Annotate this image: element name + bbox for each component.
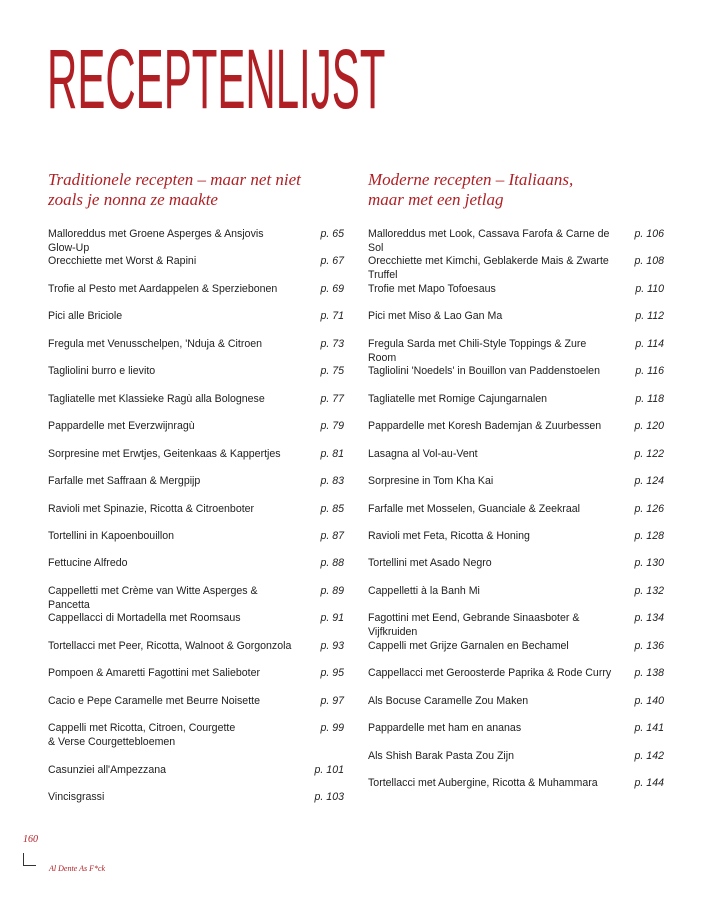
recipe-name: Fregula Sarda met Chili-Style Toppings & Zure Room (368, 337, 587, 364)
recipe-page-number: p. 69 (320, 282, 344, 295)
recipe-entry (368, 419, 664, 433)
corner-mark (23, 853, 36, 866)
recipe-entry (48, 584, 344, 612)
recipe-name: Fagottini met Eend, Gebrande Sinaasboter & Vijfkruiden (368, 612, 580, 639)
recipe-name: Cappelli met Grijze Garnalen en Bechamel (368, 639, 569, 652)
recipe-name: Trofie al Pesto met Aardappelen & Sperziebonen (48, 282, 278, 295)
recipe-page-number: p. 110 (635, 282, 664, 295)
recipe-page-number: p. 130 (634, 557, 664, 570)
recipe-page-number: p. 97 (320, 694, 344, 707)
recipe-page-number: p. 136 (634, 639, 664, 652)
heading-line-2: maar met een jetlag (368, 190, 504, 209)
recipe-name: Fregula met Venusschelpen, 'Nduja & Citroen (48, 337, 263, 350)
recipe-name: Casunziei all'Ampezzana (48, 763, 167, 776)
recipe-page-number: p. 108 (634, 255, 664, 268)
recipe-name: Cacio e Pepe Caramelle met Beurre Noisette (48, 694, 260, 707)
recipe-name: Malloreddus met Groene Asperges & Ansjovis Glow-Up (48, 228, 264, 254)
recipe-name: Als Bocuse Caramelle Zou Maken (368, 694, 529, 707)
recipe-entry (48, 790, 344, 804)
recipe-name: Tagliolini 'Noedels' in Bouillon van Paddenstoelen (368, 365, 600, 378)
recipe-name: Tortellini in Kapoenbouillon (48, 529, 175, 542)
recipe-entry (368, 447, 664, 461)
recipe-page-number: p. 132 (634, 584, 664, 597)
recipe-entry (48, 447, 344, 461)
recipe-name: Vincisgrassi (48, 791, 105, 803)
page-number: 160 (23, 834, 38, 845)
recipe-name: Fettucine Alfredo (48, 557, 128, 570)
recipe-page-number: p. 122 (634, 447, 664, 460)
recipe-page-number: p. 65 (320, 228, 344, 240)
recipe-entry (368, 364, 664, 378)
recipe-entry (368, 502, 664, 516)
recipe-page-number: p. 99 (320, 722, 344, 735)
recipe-name: Pici met Miso & Lao Gan Ma (368, 310, 503, 323)
recipe-page-number: p. 93 (320, 639, 344, 652)
recipe-page-number: p. 85 (320, 502, 344, 515)
recipe-page-number: p. 140 (634, 694, 664, 707)
recipe-name: Orecchiette met Kimchi, Geblakerde Mais & Zwarte Truffel (368, 255, 609, 282)
recipe-name: Als Shish Barak Pasta Zou Zijn (368, 749, 515, 762)
recipe-name: Pappardelle met Koresh Bademjan & Zuurbessen (368, 420, 602, 433)
recipe-name: Pici alle Briciole (48, 310, 123, 323)
recipe-name: Tortellacci met Peer, Ricotta, Walnoot & Gorgonzola (48, 639, 292, 652)
recipe-name: Tagliolini burro e lievito (48, 365, 156, 378)
book-title-footer: Al Dente As F*ck (49, 864, 106, 873)
recipe-name: Farfalle met Mosselen, Guanciale & Zeekraal (368, 502, 580, 515)
recipe-page-number: p. 106 (634, 228, 664, 240)
recipe-entry (48, 419, 344, 433)
recipe-entry (48, 763, 344, 777)
recipe-page-number: p. 134 (634, 612, 664, 625)
recipe-name: Sorpresine in Tom Kha Kai (368, 475, 494, 487)
recipe-name-continued: & Verse Courgettebloemen (48, 736, 176, 749)
heading-line-2: zoals je nonna ze maakte (48, 190, 218, 209)
recipe-page-number: p. 116 (635, 365, 664, 378)
recipe-name: Ravioli met Feta, Ricotta & Honing (368, 529, 530, 542)
recipe-page-number: p. 118 (635, 392, 664, 405)
recipe-entry (368, 282, 664, 296)
recipe-name: Sorpresine met Erwtjes, Geitenkaas & Kappertjes (48, 447, 281, 460)
recipe-entry (48, 392, 344, 406)
recipe-name: Cappelli met Ricotta, Citroen, Courgette (48, 722, 236, 735)
traditional-recipes-column (48, 170, 344, 803)
recipe-entry (368, 584, 664, 598)
recipe-entry (368, 254, 664, 282)
recipe-entry (368, 556, 664, 570)
recipe-name: Cappellacci met Geroosterde Paprika & Rode Curry (368, 667, 612, 680)
recipe-name: Pappardelle met ham en ananas (368, 722, 522, 735)
recipe-name: Tortellini met Asado Negro (368, 557, 492, 570)
recipe-name: Trofie met Mapo Tofoesaus (368, 282, 496, 295)
recipe-page-number: p. 73 (320, 337, 344, 350)
recipe-entry (48, 282, 344, 296)
recipe-name: Ravioli met Spinazie, Ricotta & Citroenboter (48, 502, 255, 515)
recipe-name: Tagliatelle met Klassieke Ragù alla Bolognese (48, 392, 265, 405)
traditional-recipes-heading (48, 170, 344, 210)
page-title: RECEPTENLIJST (47, 32, 386, 126)
recipe-entry (48, 639, 344, 653)
recipe-entry (48, 227, 344, 255)
modern-recipes-heading (368, 170, 664, 210)
recipe-page-number: p. 75 (320, 365, 344, 378)
recipe-name: Pappardelle met Everzwijnragù (48, 420, 195, 433)
recipe-entry (48, 611, 344, 625)
recipe-entry (368, 776, 664, 790)
recipe-entry (48, 254, 344, 268)
recipe-page-number: p. 88 (320, 557, 344, 570)
recipe-page-number: p. 87 (320, 529, 344, 542)
recipe-page-number: p. 95 (320, 667, 344, 680)
recipe-page-number: p. 112 (635, 310, 664, 323)
recipe-name: Cappellacci di Mortadella met Roomsaus (48, 612, 241, 625)
recipe-page-number: p. 101 (314, 763, 344, 776)
recipe-page-number: p. 128 (634, 529, 664, 542)
recipe-name: Cappelletti met Crème van Witte Asperges & Pancetta (48, 584, 258, 611)
recipe-entry (368, 721, 664, 735)
recipe-entry (48, 309, 344, 323)
heading-line-1: Traditionele recepten – maar net niet (48, 170, 301, 189)
recipe-entry (48, 721, 344, 749)
recipe-entry (368, 639, 664, 653)
recipe-page-number: p. 141 (634, 722, 664, 735)
recipe-entry (368, 529, 664, 543)
recipe-entry (368, 666, 664, 680)
recipe-name: Tortellacci met Aubergine, Ricotta & Muhammara (368, 777, 598, 789)
recipe-entry (368, 337, 664, 365)
recipe-page-number: p. 138 (634, 667, 664, 680)
recipe-entry (48, 529, 344, 543)
recipe-entry (368, 474, 664, 488)
recipe-entry (368, 309, 664, 323)
recipe-page-number: p. 67 (320, 255, 344, 268)
recipe-entry (368, 694, 664, 708)
recipe-page-number: p. 120 (634, 420, 664, 433)
recipe-entry (368, 227, 664, 255)
recipe-page-number: p. 83 (320, 475, 344, 487)
recipe-entry (48, 474, 344, 488)
recipe-page-number: p. 142 (634, 749, 664, 762)
recipe-name: Pompoen & Amaretti Fagottini met Salieboter (48, 667, 260, 680)
recipe-page-number: p. 144 (634, 777, 664, 789)
recipe-page-number: p. 126 (634, 502, 664, 515)
recipe-name: Cappelletti à la Banh Mi (368, 584, 480, 597)
recipe-entry (48, 556, 344, 570)
recipe-entry (48, 502, 344, 516)
recipe-entry (368, 749, 664, 763)
recipe-entry (368, 611, 664, 639)
recipe-entry (48, 694, 344, 708)
recipe-name: Farfalle met Saffraan & Mergpijp (48, 475, 201, 487)
recipe-page-number: p. 89 (320, 584, 344, 597)
recipe-page-number: p. 124 (634, 475, 664, 487)
recipe-entry (368, 392, 664, 406)
recipe-name: Orecchiette met Worst & Rapini (48, 255, 197, 268)
heading-line-1: Moderne recepten – Italiaans, (368, 170, 574, 189)
recipe-entry (48, 666, 344, 680)
recipe-entry (48, 337, 344, 351)
recipe-name: Tagliatelle met Romige Cajungarnalen (368, 392, 548, 405)
recipe-name: Lasagna al Vol-au-Vent (368, 447, 478, 460)
recipe-page-number: p. 114 (635, 337, 664, 350)
recipe-page-number: p. 71 (320, 310, 344, 323)
recipe-page-number: p. 77 (320, 392, 344, 405)
modern-recipes-column (368, 170, 664, 789)
recipe-page-number: p. 81 (320, 447, 344, 460)
recipe-page-number: p. 79 (320, 420, 344, 433)
recipe-name: Malloreddus met Look, Cassava Farofa & Carne de Sol (368, 228, 610, 254)
recipe-page-number: p. 103 (314, 791, 344, 803)
recipe-entry (48, 364, 344, 378)
recipe-page-number: p. 91 (320, 612, 344, 625)
